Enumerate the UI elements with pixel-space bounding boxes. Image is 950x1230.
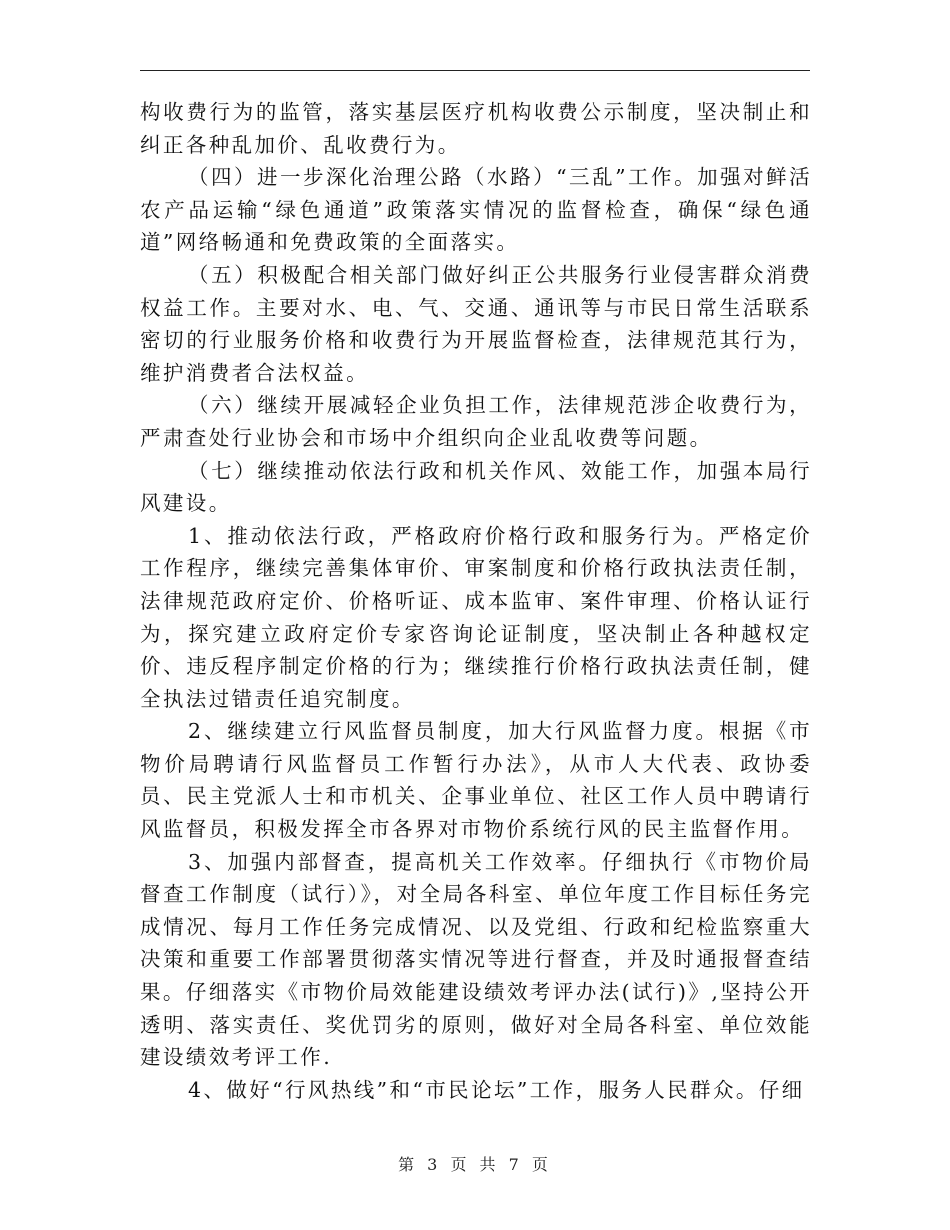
paragraph-section-5: （五）积极配合相关部门做好纠正公共服务行业侵害群众消费权益工作。主要对水、电、气、交通、通讯等与市民日常生活联系密切的行业服务价格和收费行为开展监督检查，法律规范其行为，维护消费者合法权益。 xyxy=(140,262,812,385)
paragraph-item-4: 4、做好“行风热线”和“市民论坛”工作，服务人民群众。仔细 xyxy=(188,1077,805,1102)
paragraph-item-3: 3、加强内部督查，提高机关工作效率。仔细执行《市物价局督查工作制度（试行）》，对全局各科室、单位年度工作目标任务完成情况、每月工作任务完成情况、以及党组、行政和纪检监察重大决策和重要工作部署贯彻落实情况等进行督查，并及时通报督查结果。仔细落实《市物价局效能建设绩效考评办法(试行)》,坚持公开透明、落实责任、奖优罚劣的原则，做好对全局各科室、单位效能建设绩效考评工作. xyxy=(140,849,812,1070)
header-rule xyxy=(140,70,810,71)
paragraph-section-6: （六）继续开展减轻企业负担工作，法律规范涉企收费行为，严肃查处行业协会和市场中介组织向企业乱收费等问题。 xyxy=(140,393,812,450)
paragraph-item-1: 1、推动依法行政，严格政府价格行政和服务行为。严格定价工作程序，继续完善集体审价、审案制度和价格行政执法责任制，法律规范政府定价、价格听证、成本监审、案件审理、价格认证行为，探究建立政府定价专家咨询论证制度，坚决制止各种越权定价、违反程序制定价格的行为；继续推行价格行政执法责任制，健全执法过错责任追究制度。 xyxy=(140,523,812,711)
paragraph-section-4: （四）进一步深化治理公路（水路）“三乱”工作。加强对鲜活农产品运输“绿色通道”政策落实情况的监督检查，确保“绿色通道”网络畅通和免费政策的全面落实。 xyxy=(140,165,812,255)
paragraph-section-7: （七）继续推动依法行政和机关作风、效能工作，加强本局行风建设。 xyxy=(140,458,812,516)
paragraph-continuation: 构收费行为的监管，落实基层医疗机构收费公示制度，坚决制止和纠正各种乱加价、乱收费行为。 xyxy=(140,100,812,157)
page-number-footer: 第 3 页 共 7 页 xyxy=(398,1155,552,1174)
paragraph-item-2: 2、继续建立行风监督员制度，加大行风监督力度。根据《市物价局聘请行风监督员工作暂行办法》，从市人大代表、政协委员、民主党派人士和市机关、企事业单位、社区工作人员中聘请行风监督员，积极发挥全市各界对市物价系统行风的民主监督作用。 xyxy=(140,719,812,842)
body-text xyxy=(140,96,812,1106)
